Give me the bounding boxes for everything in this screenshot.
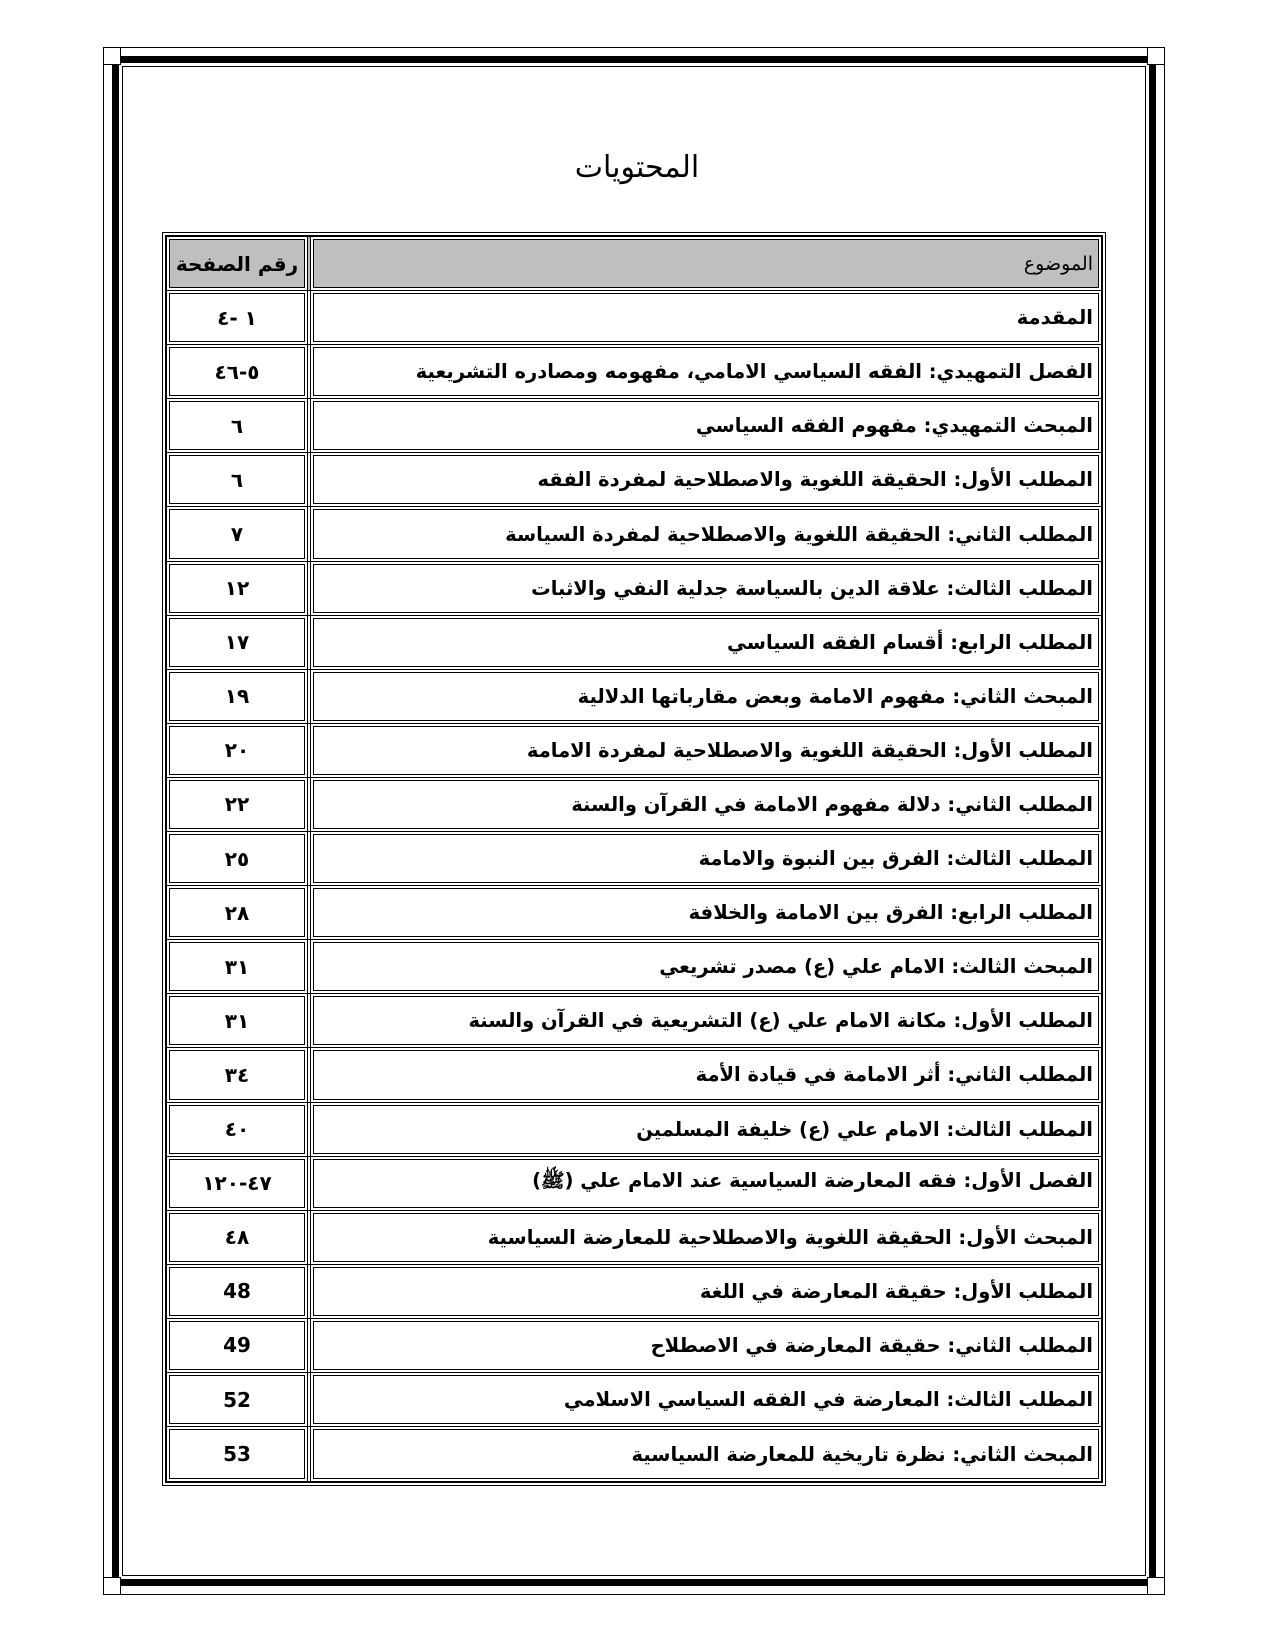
page-number-cell: ٣١ xyxy=(167,994,307,1047)
page-number-cell: ١٧ xyxy=(167,616,307,669)
topic-cell: المطلب الرابع: أقسام الفقه السياسي xyxy=(307,616,1101,669)
page-number-cell: ٤٧-١٢٠ xyxy=(167,1157,307,1210)
border-corner-ornament xyxy=(103,1577,121,1595)
topic-cell: المطلب الثاني: الحقيقة اللغوية والاصطلاحية لمفردة السياسة xyxy=(307,507,1101,560)
page-number-cell: 53 xyxy=(167,1427,307,1481)
page-number-cell: ٢٢ xyxy=(167,778,307,831)
topic-cell: المطلب الثاني: حقيقة المعارضة في الاصطلاح xyxy=(307,1319,1101,1372)
header-topic: الموضوع xyxy=(307,237,1101,290)
topic-cell: المطلب الثالث: علاقة الدين بالسياسة جدلية النفي والاثبات xyxy=(307,562,1101,615)
table-row xyxy=(167,670,1101,724)
table-row xyxy=(167,453,1101,507)
table-row xyxy=(167,1211,1101,1265)
topic-cell: المطلب الأول: الحقيقة اللغوية والاصطلاحية لمفردة الفقه xyxy=(307,453,1101,506)
topic-cell: المبحث الأول: الحقيقة اللغوية والاصطلاحية للمعارضة السياسية xyxy=(307,1211,1101,1264)
table-row xyxy=(167,1373,1101,1427)
border-corner-ornament xyxy=(1147,1577,1165,1595)
topic-cell: المطلب الأول: الحقيقة اللغوية والاصطلاحية لمفردة الامامة xyxy=(307,724,1101,777)
table-row xyxy=(167,345,1101,399)
table-row xyxy=(167,291,1101,345)
page-number-cell: ١ -٤ xyxy=(167,291,307,344)
page-title: المحتويات xyxy=(574,150,700,185)
table-row xyxy=(167,1265,1101,1319)
page-number-cell: ٥-٤٦ xyxy=(167,345,307,398)
page-number-cell: ٤٠ xyxy=(167,1103,307,1156)
table-row xyxy=(167,616,1101,670)
page-number-cell: ٤٨ xyxy=(167,1211,307,1264)
topic-cell: المطلب الثالث: الفرق بين النبوة والامامة xyxy=(307,832,1101,885)
page-number-cell: 52 xyxy=(167,1373,307,1426)
table-row xyxy=(167,724,1101,778)
border-corner-ornament xyxy=(103,47,121,65)
page-number-cell: ٦ xyxy=(167,453,307,506)
table-row xyxy=(167,1103,1101,1157)
table-row xyxy=(167,886,1101,940)
page-number-cell: ١٩ xyxy=(167,670,307,723)
topic-cell: المطلب الثاني: أثر الامامة في قيادة الأمة xyxy=(307,1048,1101,1101)
topic-cell: المطلب الأول: حقيقة المعارضة في اللغة xyxy=(307,1265,1101,1318)
topic-cell: المبحث التمهيدي: مفهوم الفقه السياسي xyxy=(307,399,1101,452)
table-row xyxy=(167,1319,1101,1373)
topic-cell: المطلب الثاني: دلالة مفهوم الامامة في القرآن والسنة xyxy=(307,778,1101,831)
topic-cell: المطلب الرابع: الفرق بين الامامة والخلافة xyxy=(307,886,1101,939)
topic-cell: الفصل الأول: فقه المعارضة السياسية عند الامام علي (ﷺ) xyxy=(307,1157,1101,1210)
table-row xyxy=(167,994,1101,1048)
table-body xyxy=(167,291,1101,1481)
page-number-cell: ٢٨ xyxy=(167,886,307,939)
table-row xyxy=(167,1427,1101,1481)
table-row xyxy=(167,1157,1101,1211)
page-number-cell: 48 xyxy=(167,1265,307,1318)
table-row xyxy=(167,1048,1101,1102)
table-of-contents xyxy=(165,235,1103,1483)
header-page-number: رقم الصفحة xyxy=(167,237,307,290)
page-number-cell: ٢٠ xyxy=(167,724,307,777)
table-row xyxy=(167,832,1101,886)
page-number-cell: 49 xyxy=(167,1319,307,1372)
page-number-cell: ٣١ xyxy=(167,940,307,993)
border-corner-ornament xyxy=(1147,47,1165,65)
table-row xyxy=(167,507,1101,561)
page-number-cell: ٧ xyxy=(167,507,307,560)
topic-cell: المطلب الثالث: الامام علي (ع) خليفة المسلمين xyxy=(307,1103,1101,1156)
page-number-cell: ٦ xyxy=(167,399,307,452)
topic-cell: المبحث الثاني: مفهوم الامامة وبعض مقارباتها الدلالية xyxy=(307,670,1101,723)
topic-cell: المطلب الثالث: المعارضة في الفقه السياسي الاسلامي xyxy=(307,1373,1101,1426)
table-header-row xyxy=(167,237,1101,291)
table-row xyxy=(167,778,1101,832)
table-row xyxy=(167,399,1101,453)
topic-cell: الفصل التمهيدي: الفقه السياسي الامامي، مفهومه ومصادره التشريعية xyxy=(307,345,1101,398)
page-number-cell: ٢٥ xyxy=(167,832,307,885)
table-row xyxy=(167,940,1101,994)
topic-cell: المبحث الثالث: الامام علي (ع) مصدر تشريعي xyxy=(307,940,1101,993)
page-number-cell: ١٢ xyxy=(167,562,307,615)
page-number-cell: ٣٤ xyxy=(167,1048,307,1101)
topic-cell: المطلب الأول: مكانة الامام علي (ع) التشريعية في القرآن والسنة xyxy=(307,994,1101,1047)
topic-cell: المبحث الثاني: نظرة تاريخية للمعارضة السياسية xyxy=(307,1427,1101,1481)
topic-cell: المقدمة xyxy=(307,291,1101,344)
table-row xyxy=(167,562,1101,616)
